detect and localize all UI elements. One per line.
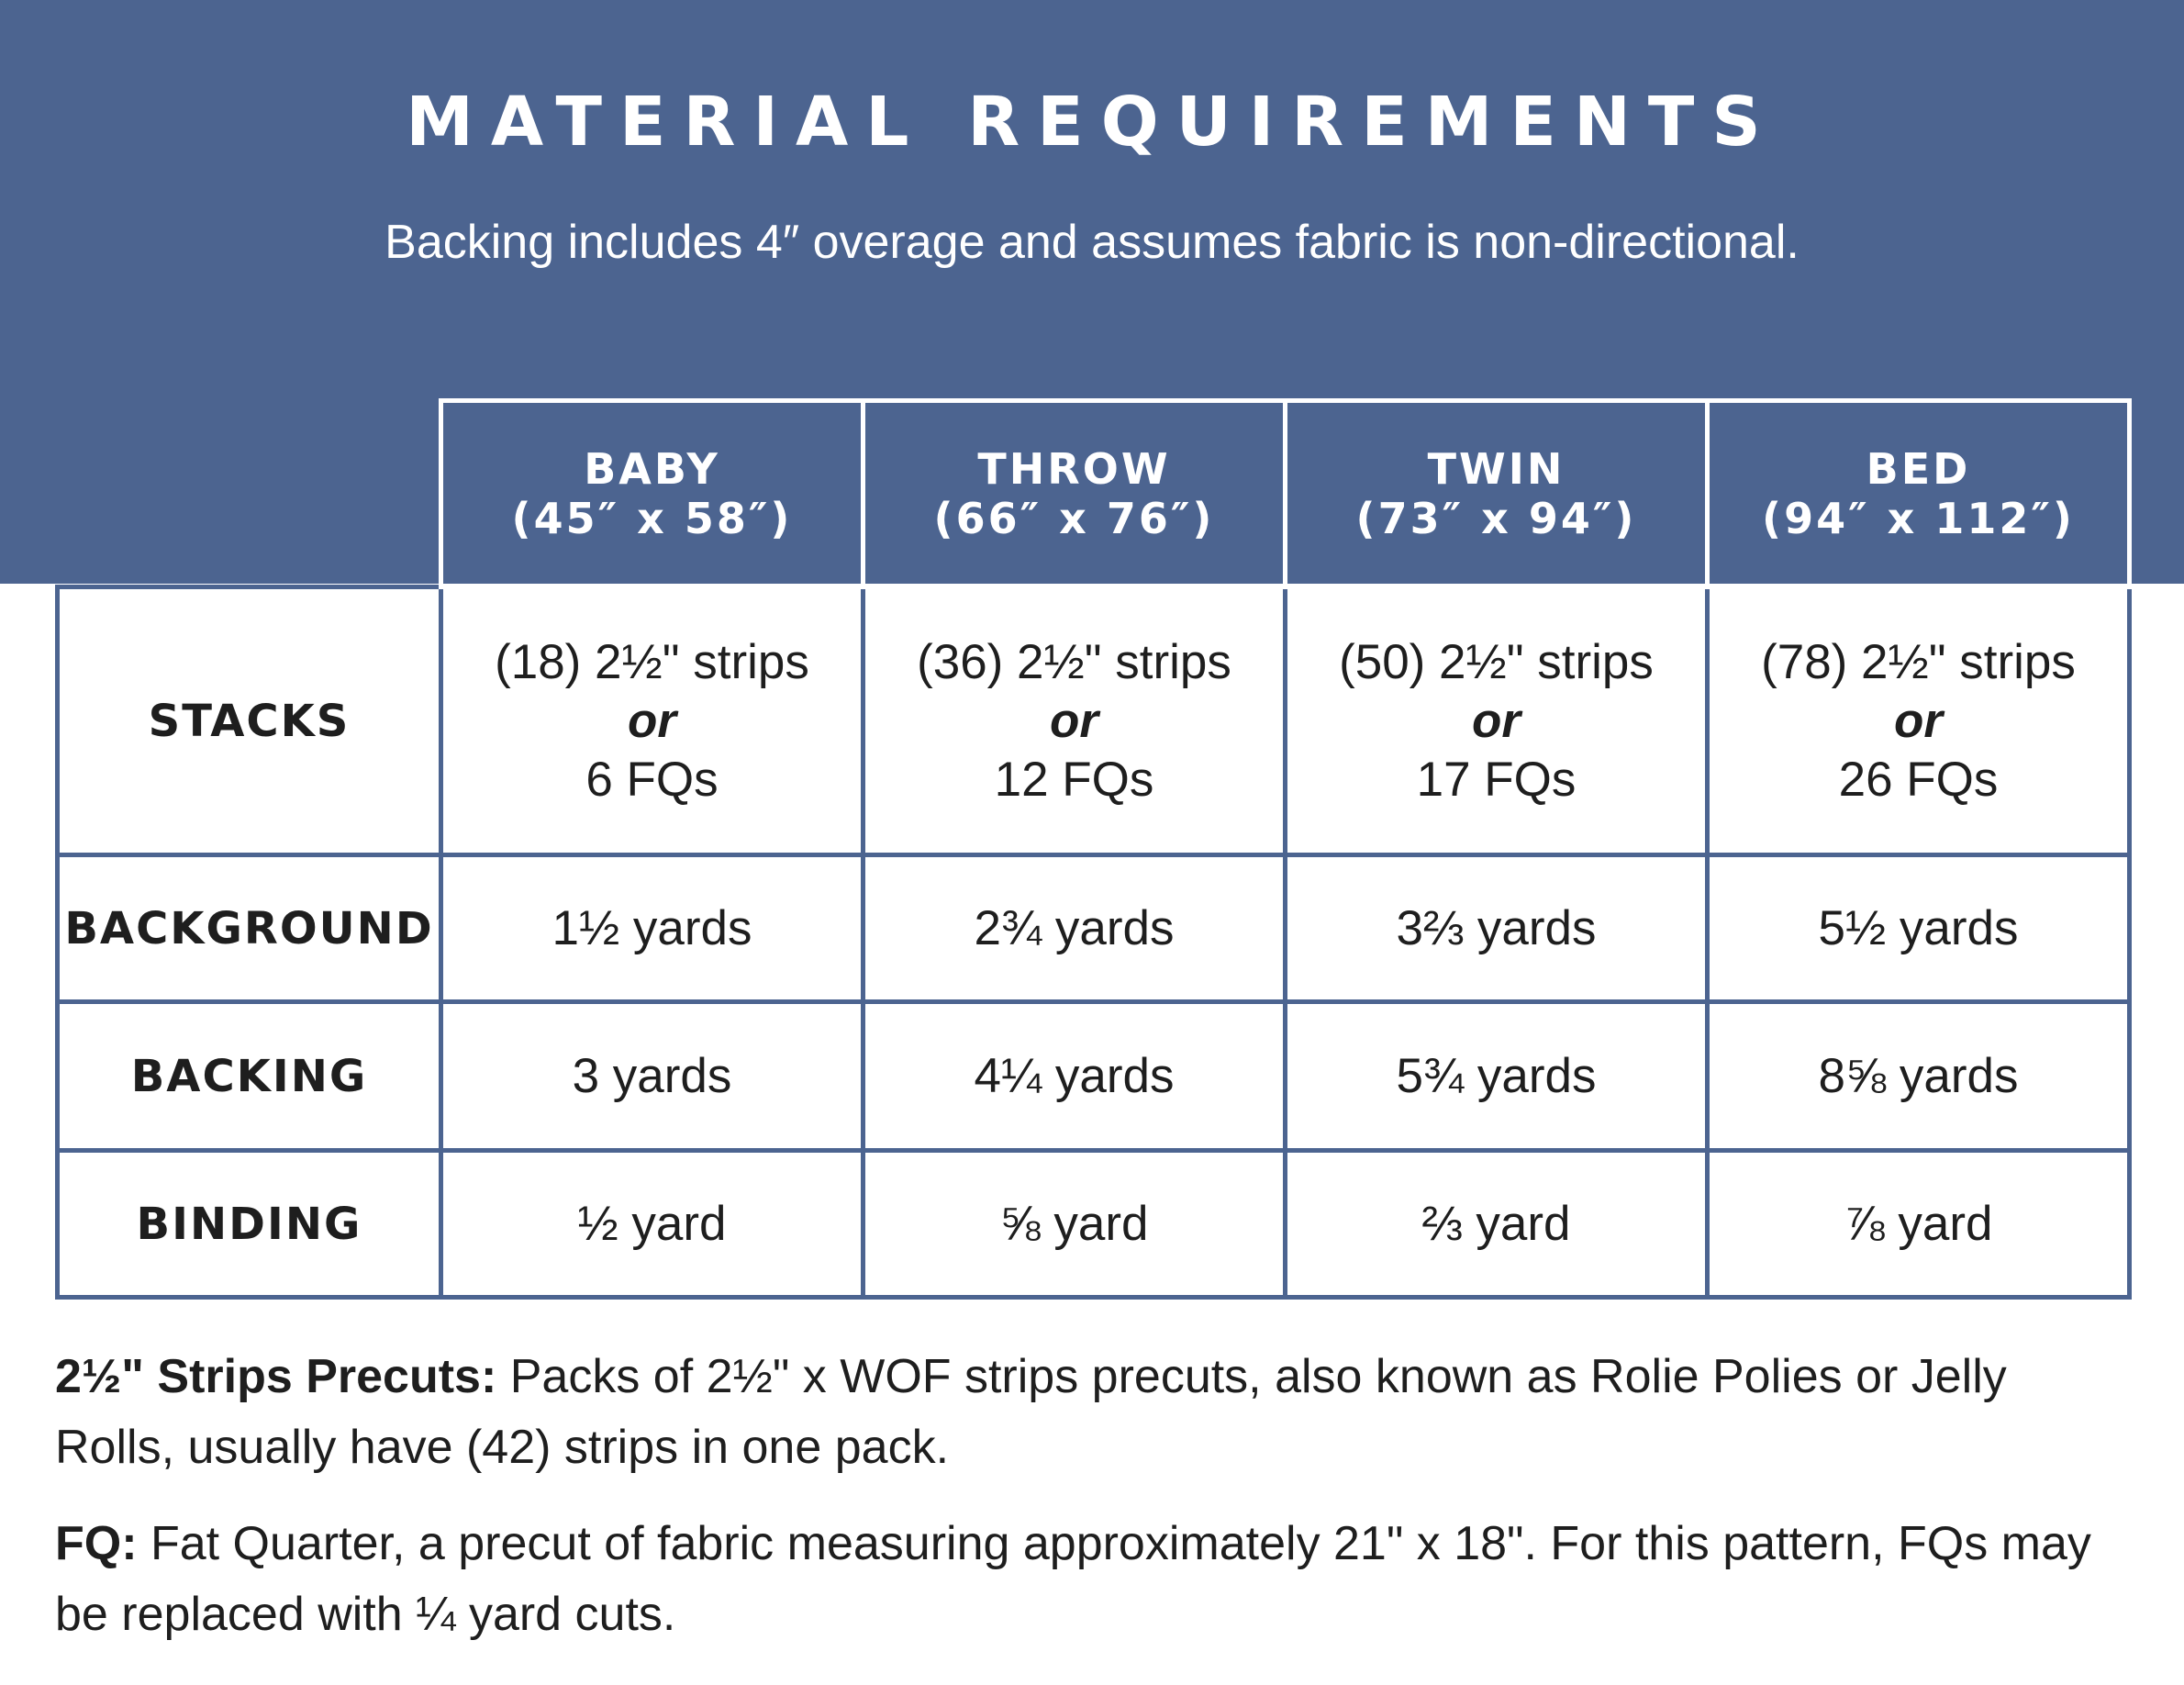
table-cell: ⅔ yard bbox=[1286, 1151, 1708, 1298]
table-cell: 5½ yards bbox=[1708, 855, 2130, 1002]
row-label: BINDING bbox=[58, 1151, 441, 1298]
table-row-background bbox=[58, 855, 2130, 1002]
cell-line: (50) 2½" strips bbox=[1339, 634, 1654, 689]
table-cell: 4¼ yards bbox=[864, 1002, 1286, 1151]
table-cell: 5¾ yards bbox=[1286, 1002, 1708, 1151]
column-name: BED bbox=[1866, 444, 1971, 494]
table-header-row bbox=[58, 401, 2130, 587]
table-cell: 8⅝ yards bbox=[1708, 1002, 2130, 1151]
cell-line: (18) 2½" strips bbox=[495, 634, 809, 689]
cell-line: (36) 2½" strips bbox=[917, 634, 1231, 689]
note-text: Packs of 2½" x WOF strips precuts, also known as Rolie Polies or Jelly Rolls, usually have (42) strips in one pack. bbox=[55, 1350, 2007, 1474]
table-cell: 3 yards bbox=[441, 1002, 864, 1151]
table-row-backing bbox=[58, 1002, 2130, 1151]
table-corner bbox=[58, 401, 441, 587]
cell-line: (78) 2½" strips bbox=[1761, 634, 2076, 689]
table-cell: 2¾ yards bbox=[864, 855, 1286, 1002]
note-term: FQ: bbox=[55, 1517, 138, 1570]
table-row-stacks bbox=[58, 587, 2130, 855]
note-fq bbox=[55, 1509, 2129, 1650]
cell-or: or bbox=[1894, 693, 1943, 748]
footnotes bbox=[55, 1342, 2129, 1650]
column-name: THROW bbox=[977, 444, 1171, 494]
note-text: Fat Quarter, a precut of fabric measuring approximately 21" x 18". For this pattern, FQs may be replaced with ¼ yard cuts. bbox=[55, 1517, 2091, 1641]
cell-line: 26 FQs bbox=[1838, 752, 1999, 807]
table-cell: ⅞ yard bbox=[1708, 1151, 2130, 1298]
row-label: STACKS bbox=[58, 587, 441, 855]
column-size: (94″ x 112″) bbox=[1762, 494, 2075, 543]
cell-line: 17 FQs bbox=[1416, 752, 1577, 807]
row-label: BACKING bbox=[58, 1002, 441, 1151]
page-title: MATERIAL REQUIREMENTS bbox=[406, 83, 1778, 162]
table-cell: 1½ yards bbox=[441, 855, 864, 1002]
table-row-binding bbox=[58, 1151, 2130, 1298]
row-label: BACKGROUND bbox=[58, 855, 441, 1002]
column-header-baby bbox=[441, 401, 864, 587]
cell-or: or bbox=[1472, 693, 1521, 748]
table-cell bbox=[1286, 587, 1708, 855]
cell-line: 6 FQs bbox=[585, 752, 719, 807]
column-size: (45″ x 58″) bbox=[511, 494, 793, 543]
column-header-bed bbox=[1708, 401, 2130, 587]
table-cell: ⅝ yard bbox=[864, 1151, 1286, 1298]
column-name: BABY bbox=[584, 444, 720, 494]
column-header-throw bbox=[864, 401, 1286, 587]
column-size: (66″ x 76″) bbox=[933, 494, 1215, 543]
column-header-twin bbox=[1286, 401, 1708, 587]
cell-or: or bbox=[1050, 693, 1098, 748]
table-cell bbox=[864, 587, 1286, 855]
cell-line: 12 FQs bbox=[994, 752, 1154, 807]
table-cell bbox=[1708, 587, 2130, 855]
cell-or: or bbox=[628, 693, 676, 748]
page-subtitle: Backing includes 4″ overage and assumes fabric is non-directional. bbox=[384, 216, 1800, 269]
material-requirements-table bbox=[55, 398, 2132, 1300]
table-cell: 3⅔ yards bbox=[1286, 855, 1708, 1002]
note-strips-precuts bbox=[55, 1342, 2129, 1483]
table-cell bbox=[441, 587, 864, 855]
note-term: 2½" Strips Precuts: bbox=[55, 1350, 497, 1403]
column-size: (73″ x 94″) bbox=[1355, 494, 1637, 543]
table-cell: ½ yard bbox=[441, 1151, 864, 1298]
column-name: TWIN bbox=[1427, 444, 1566, 494]
